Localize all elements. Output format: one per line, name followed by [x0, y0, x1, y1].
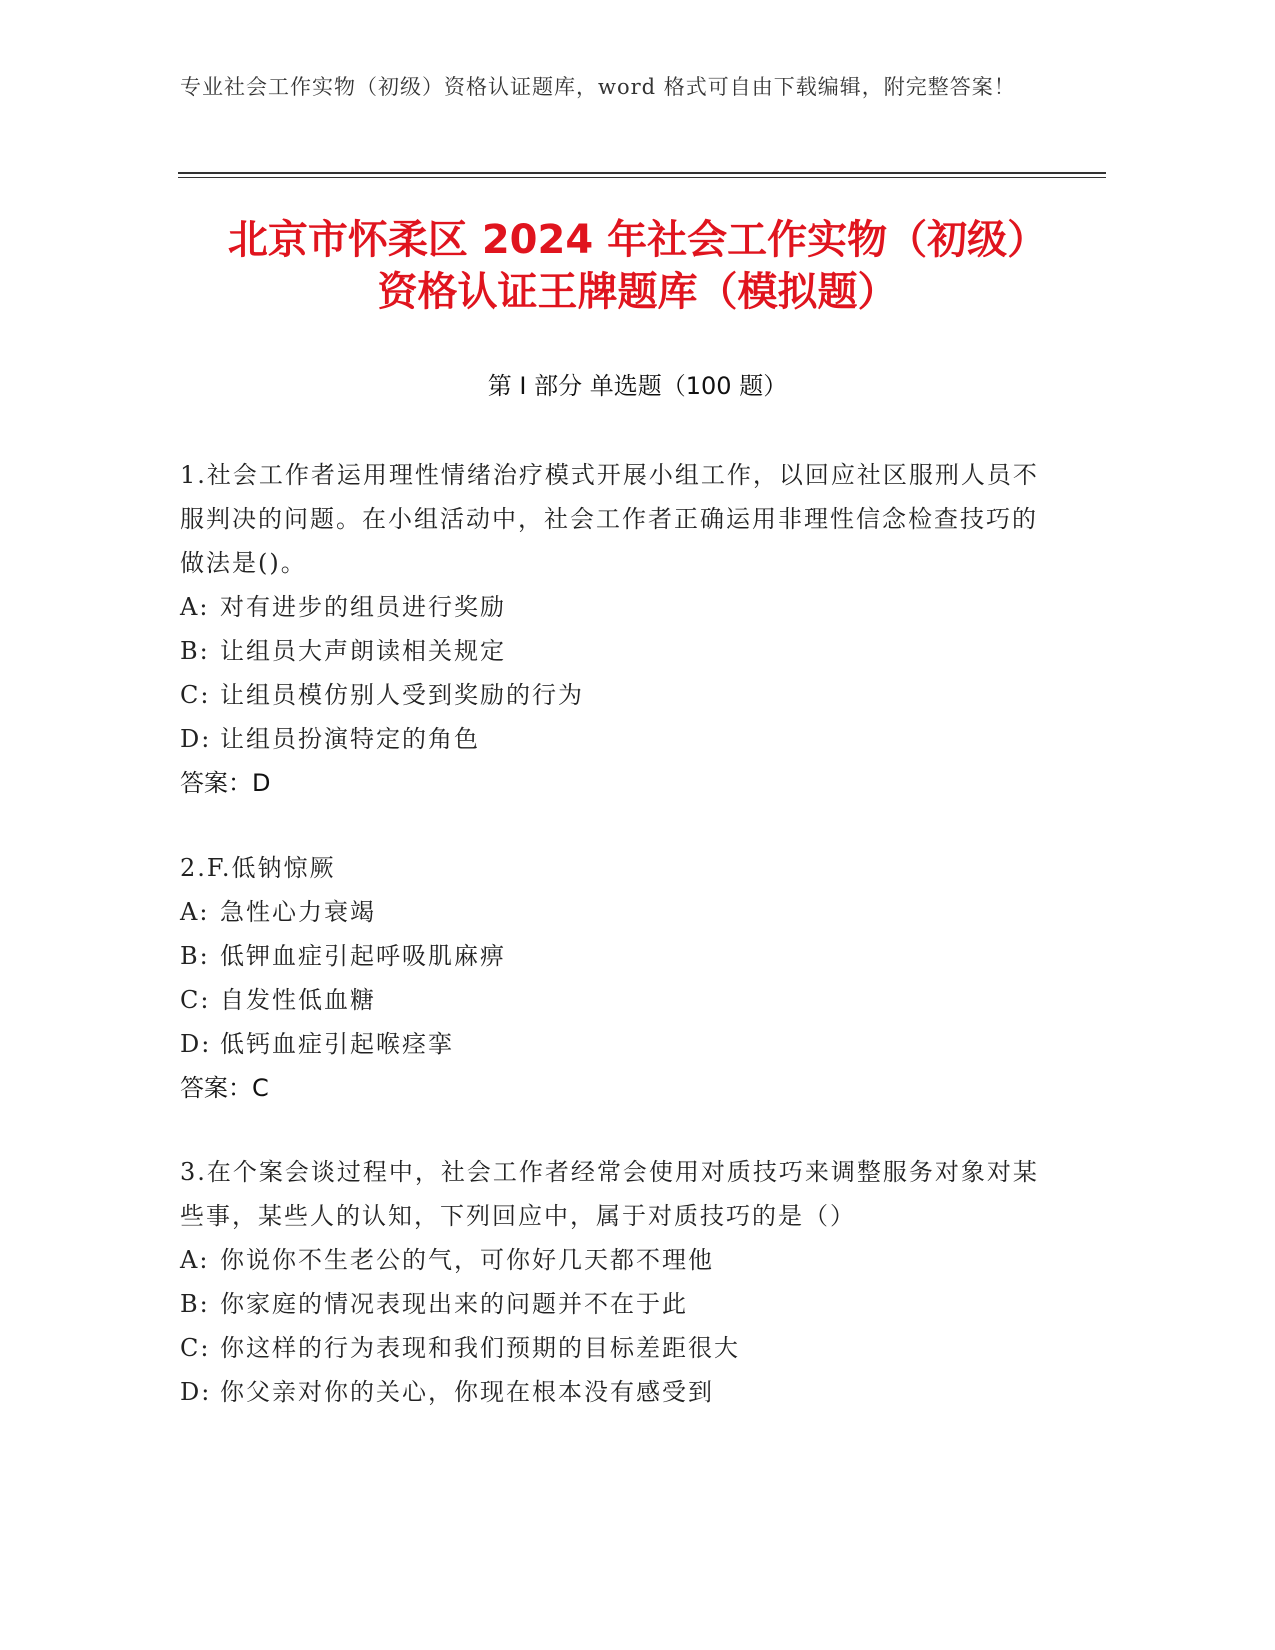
- option-d: [180, 1022, 1040, 1066]
- option-text: 让组员模仿别人受到奖励的行为: [220, 681, 584, 709]
- option-letter: A:: [180, 1246, 210, 1274]
- option-text: 让组员大声朗读相关规定: [220, 637, 506, 665]
- page-title-line-2: 资格认证王牌题库（模拟题）: [377, 269, 898, 315]
- question-3: [180, 1150, 1040, 1414]
- header-note: 专业社会工作实物（初级）资格认证题库，word 格式可自由下载编辑，附完整答案！: [180, 75, 1016, 99]
- option-letter: B:: [180, 637, 210, 665]
- question-1: [180, 453, 1040, 805]
- header-divider-thin: [178, 177, 1106, 178]
- option-letter: D:: [180, 725, 212, 753]
- option-text: 自发性低血糖: [220, 986, 376, 1014]
- option-letter: B:: [180, 942, 210, 970]
- option-text: 你父亲对你的关心，你现在根本没有感受到: [220, 1378, 714, 1406]
- option-text: 你这样的行为表现和我们预期的目标差距很大: [220, 1334, 740, 1362]
- option-letter: A:: [180, 898, 210, 926]
- option-text: 对有进步的组员进行奖励: [220, 593, 506, 621]
- option-letter: D:: [180, 1378, 212, 1406]
- answer: 答案：C: [180, 1074, 269, 1102]
- option-letter: C:: [180, 681, 211, 709]
- option-c: [180, 978, 1040, 1022]
- page-title-line-1: 北京市怀柔区 2024 年社会工作实物（初级）: [227, 217, 1048, 263]
- question-stem: 1.社会工作者运用理性情绪治疗模式开展小组工作，以回应社区服刑人员不服判决的问题。在小组活动中，社会工作者正确运用非理性信念检查技巧的做法是()。: [180, 461, 1039, 577]
- option-text: 让组员扮演特定的角色: [220, 725, 480, 753]
- option-text: 急性心力衰竭: [220, 898, 376, 926]
- option-letter: C:: [180, 986, 211, 1014]
- option-d: [180, 717, 1040, 761]
- option-letter: A:: [180, 593, 210, 621]
- option-b: [180, 1282, 1040, 1326]
- question-stem: 3.在个案会谈过程中，社会工作者经常会使用对质技巧来调整服务对象对某些事，某些人的认知，下列回应中，属于对质技巧的是（）: [180, 1158, 1039, 1230]
- option-d: [180, 1370, 1040, 1414]
- option-b: [180, 629, 1040, 673]
- page-title: [150, 214, 1125, 318]
- question-2: [180, 846, 1040, 1110]
- option-c: [180, 673, 1040, 717]
- section-title: 第 I 部分 单选题（100 题）: [487, 372, 788, 400]
- option-a: [180, 585, 1040, 629]
- option-a: [180, 890, 1040, 934]
- option-letter: C:: [180, 1334, 211, 1362]
- option-text: 你说你不生老公的气，可你好几天都不理他: [220, 1246, 714, 1274]
- option-letter: B:: [180, 1290, 210, 1318]
- option-letter: D:: [180, 1030, 212, 1058]
- option-c: [180, 1326, 1040, 1370]
- option-text: 低钾血症引起呼吸肌麻痹: [220, 942, 506, 970]
- option-b: [180, 934, 1040, 978]
- answer: 答案：D: [180, 769, 271, 797]
- option-a: [180, 1238, 1040, 1282]
- question-stem: 2.F.低钠惊厥: [180, 854, 336, 882]
- header-divider-thick: [178, 172, 1106, 174]
- option-text: 你家庭的情况表现出来的问题并不在于此: [220, 1290, 688, 1318]
- option-text: 低钙血症引起喉痉挛: [220, 1030, 454, 1058]
